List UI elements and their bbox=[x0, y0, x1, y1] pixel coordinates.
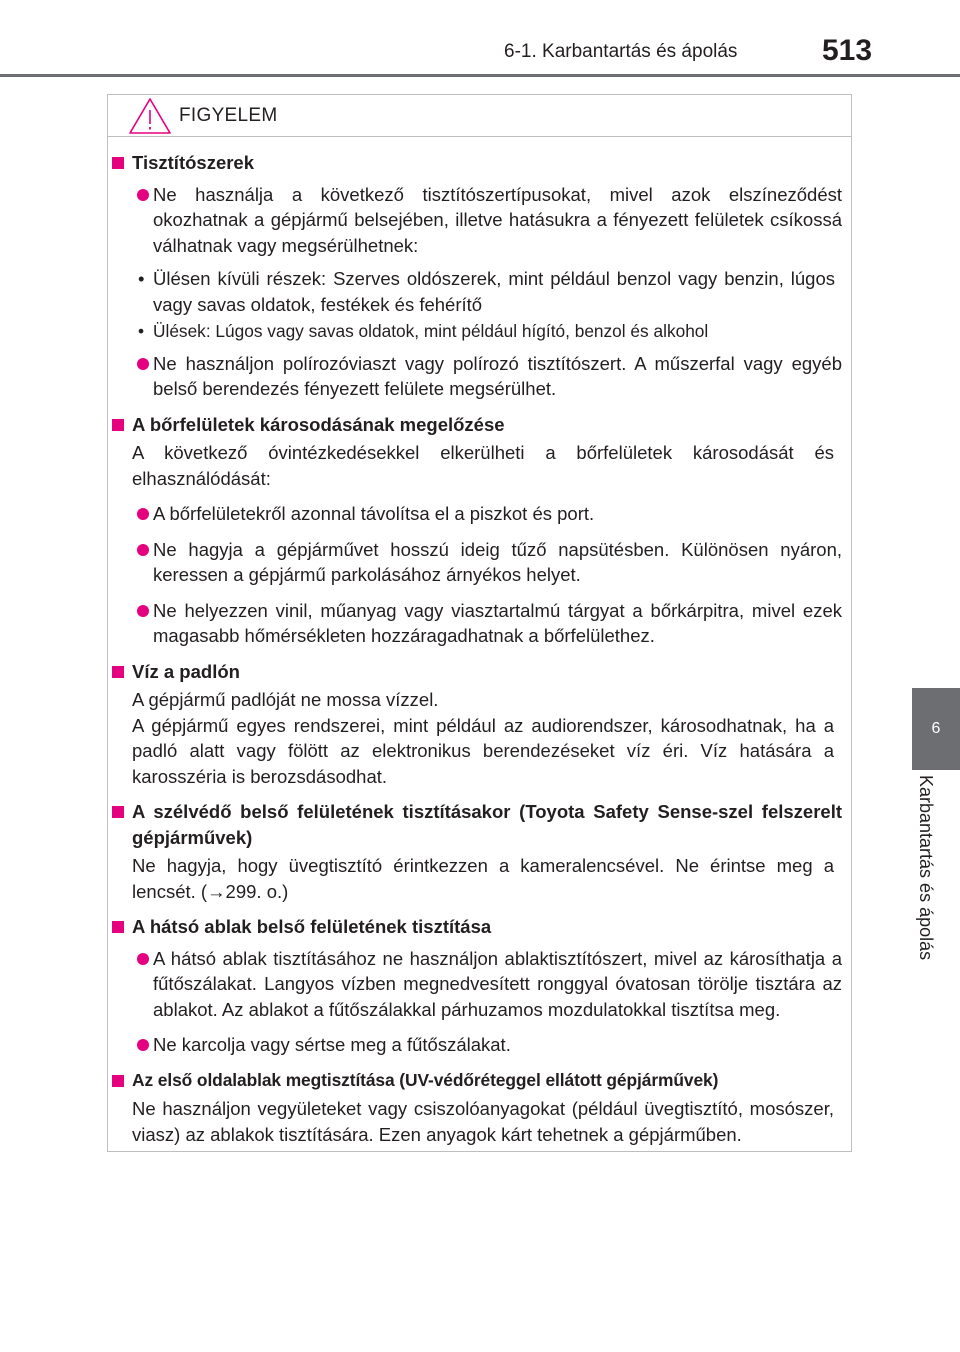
header-rule bbox=[0, 74, 960, 77]
section-heading: A bőrfelületek károsodásának megelőzése bbox=[112, 412, 842, 438]
round-bullet-icon bbox=[137, 544, 149, 556]
bullet-item: Ne helyezzen vinil, műanyag vagy viasztartalmú tárgyat a bőrkárpitra, mivel ezek magasabb hőmérsékleten hozzáragadhatnak a bőrfelülethez. bbox=[112, 598, 842, 649]
square-bullet-icon bbox=[112, 157, 124, 169]
section-heading: A szélvédő belső felületének tisztításakor (Toyota Safety Sense-szel felszerelt gépjárművek) bbox=[112, 799, 842, 850]
bullet-item: Ne karcolja vagy sértse meg a fűtőszálakat. bbox=[112, 1032, 842, 1058]
square-bullet-icon bbox=[112, 1075, 124, 1087]
sub-bullet-item: • Ülésen kívüli részek: Szerves oldószerek, mint például benzol vagy benzin, lúgos vagy savas oldatok, festékek és fehérítő bbox=[138, 268, 835, 315]
paragraph: A következő óvintézkedésekkel elkerülheti a bőrfelületek károsodását és elhasználódását: bbox=[132, 442, 834, 489]
chapter-tab: 6 bbox=[912, 688, 960, 770]
page-number: 513 bbox=[822, 34, 873, 67]
bullet-item: Ne használjon polírozóviaszt vagy polírozó tisztítószert. A műszerfal vagy egyéb belső berendezés fényezett felülete megsérülhet. bbox=[112, 351, 842, 402]
sub-bullet-item: • Ülések: Lúgos vagy savas oldatok, mint például hígító, benzol és alkohol bbox=[138, 321, 709, 341]
paragraph: Ne használjon vegyületeket vagy csiszolóanyagokat (például üvegtisztító, mosószer, viasz) az ablakok tisztítására. Ezen anyagok kárt tehetnek a gépjárműben. bbox=[132, 1098, 834, 1145]
square-bullet-icon bbox=[112, 419, 124, 431]
round-bullet-icon bbox=[137, 358, 149, 370]
round-bullet-icon bbox=[137, 953, 149, 965]
warning-content bbox=[112, 150, 842, 1147]
warning-header bbox=[108, 95, 851, 137]
warning-triangle-icon bbox=[128, 97, 172, 135]
section-title: 6-1. Karbantartás és ápolás bbox=[504, 41, 738, 62]
bullet-item: Ne hagyja a gépjárművet hosszú ideig tűző napsütésben. Különösen nyáron, keressen a gépjármű parkolásához árnyékos helyet. bbox=[112, 537, 842, 588]
bullet-item: A bőrfelületekről azonnal távolítsa el a piszkot és port. bbox=[112, 501, 842, 527]
section-heading: Tisztítószerek bbox=[112, 150, 842, 176]
round-bullet-icon bbox=[137, 1039, 149, 1051]
round-bullet-icon bbox=[137, 508, 149, 520]
section-heading: A hátsó ablak belső felületének tisztítása bbox=[112, 914, 842, 940]
section-heading: Az első oldalablak megtisztítása (UV-védőréteggel ellátott gépjárművek) bbox=[112, 1068, 842, 1094]
square-bullet-icon bbox=[112, 806, 124, 818]
square-bullet-icon bbox=[112, 666, 124, 678]
round-bullet-icon bbox=[137, 605, 149, 617]
section-heading: Víz a padlón bbox=[112, 659, 842, 685]
chapter-label: Karbantartás és ápolás bbox=[916, 775, 936, 961]
paragraph: Ne hagyja, hogy üvegtisztító érintkezzen a kameralencsével. Ne érintse meg a lencsét. (→299. o.) bbox=[132, 855, 834, 902]
bullet-item: Ne használja a következő tisztítószertípusokat, mivel azok elszíneződést okozhatnak a gépjármű belsejében, illetve hatásukra a fényezett felületek csíkossá válhatnak vagy megsérülhetnek: bbox=[112, 182, 842, 259]
paragraph: A gépjármű padlóját ne mossa vízzel. bbox=[132, 689, 439, 710]
paragraph: A gépjármű egyes rendszerei, mint például az audiorendszer, károsodhatnak, ha a padló alatt vagy fölött az elektronikus berendezéseket víz éri. Víz hatására a karosszéria is berozsdásodhat. bbox=[132, 714, 834, 787]
square-bullet-icon bbox=[112, 921, 124, 933]
bullet-item: A hátsó ablak tisztításához ne használjon ablaktisztítószert, mivel az károsíthatja a fűtőszálakat. Langyos vízben megnedvesített ronggyal óvatosan törölje tisztára az ablakot. Az ablakot a fűtőszálakkal párhuzamos mozdulatokkal tisztítsa meg. bbox=[112, 946, 842, 1023]
round-bullet-icon bbox=[137, 189, 149, 201]
warning-title: FIGYELEM bbox=[179, 105, 278, 126]
